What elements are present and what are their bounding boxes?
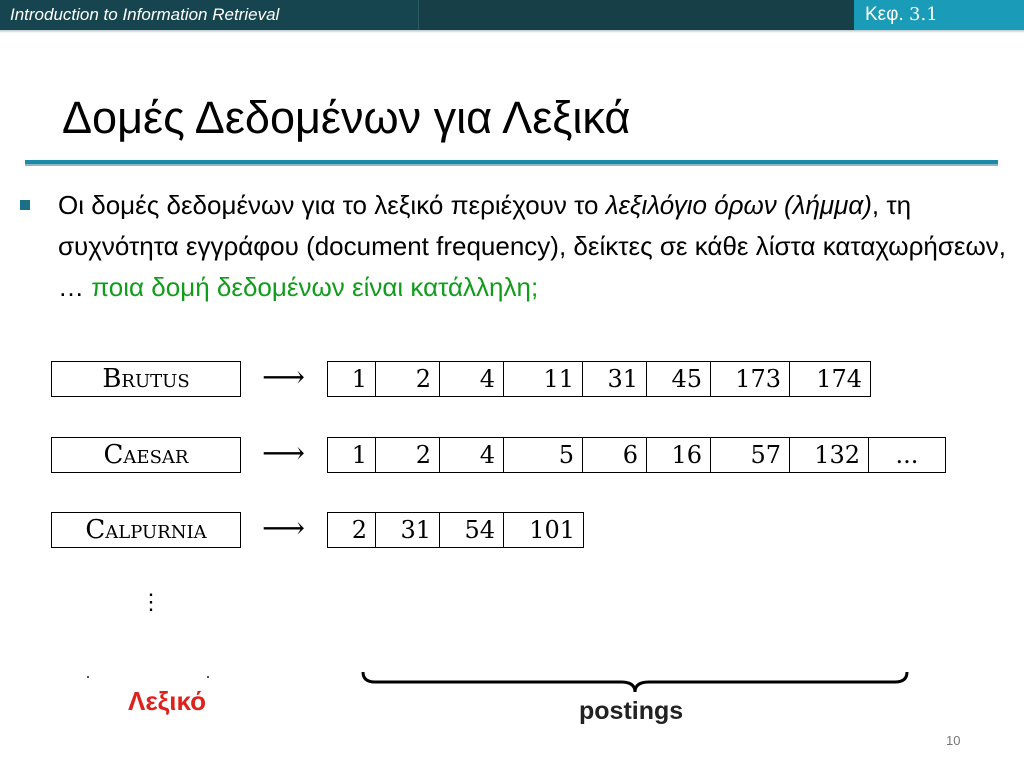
page-number: 10 (946, 733, 961, 748)
posting-cell: 173 (711, 362, 790, 396)
pointer-arrow: ⟶ (262, 360, 306, 395)
dictionary-term-brutus: Brutus (51, 361, 241, 397)
slide-title: Δομές Δεδομένων για Λεξικά (62, 92, 631, 143)
posting-cell: 1 (328, 362, 376, 396)
postings-list-caesar (327, 437, 946, 473)
posting-cell: 54 (440, 513, 504, 547)
bullet-text-part2: , τη συχνότητα εγγράφου (document frequency), δείκτες σε κάθε λίστα καταχωρήσεων, … (58, 190, 1007, 302)
posting-cell: 45 (647, 362, 711, 396)
posting-cell: 174 (816, 365, 862, 393)
posting-cell: 16 (647, 438, 711, 472)
header-middle-segment (418, 0, 855, 30)
posting-cell: 101 (529, 516, 575, 544)
bullet-text-italic: λεξιλόγιο όρων (λήμμα) (605, 190, 872, 220)
dictionary-bracket-tick-left (87, 676, 89, 678)
postings-list-calpurnia (327, 512, 584, 548)
posting-cell: 2 (376, 438, 440, 472)
postings-list-brutus (327, 361, 871, 397)
posting-cell: 4 (440, 438, 504, 472)
posting-cell: 4 (440, 362, 504, 396)
dictionary-bracket-tick-right (207, 676, 209, 678)
dictionary-label: Λεξικό (128, 686, 206, 716)
posting-cell: 5 (504, 438, 583, 472)
dictionary-term-caesar: Caesar (51, 437, 241, 473)
dictionary-term-calpurnia: Calpurnia (51, 512, 241, 548)
bullet-text-part1: Οι δομές δεδομένων για το λεξικό περιέχουν το (58, 190, 606, 220)
posting-ellipsis: ... (895, 441, 919, 469)
chapter-indicator (865, 4, 938, 26)
chapter-number: 3.1 (909, 4, 938, 25)
postings-label: postings (579, 697, 684, 725)
pointer-arrow: ⟶ (262, 511, 306, 546)
posting-cell: 57 (711, 438, 790, 472)
vertical-ellipsis: ⋮ (140, 590, 162, 615)
posting-cell: 132 (790, 438, 869, 472)
bullet-text (58, 185, 1008, 308)
posting-cell: 2 (376, 362, 440, 396)
posting-cell: 31 (376, 513, 440, 547)
bullet-marker (20, 200, 30, 210)
header-shadow (0, 30, 1024, 33)
posting-cell: 11 (504, 362, 583, 396)
pointer-arrow: ⟶ (262, 436, 306, 471)
chapter-label: Κεφ. (865, 4, 904, 25)
course-title: Introduction to Information Retrieval (10, 5, 280, 24)
posting-cell: 31 (583, 362, 647, 396)
posting-cell: 2 (328, 513, 376, 547)
posting-cell: 6 (583, 438, 647, 472)
header-bar (0, 0, 1024, 30)
title-underline-shade (25, 164, 998, 166)
bullet-text-question: ποια δομή δεδομένων είναι κατάλληλη; (91, 272, 539, 302)
postings-brace (361, 670, 909, 694)
posting-cell: 1 (328, 438, 376, 472)
